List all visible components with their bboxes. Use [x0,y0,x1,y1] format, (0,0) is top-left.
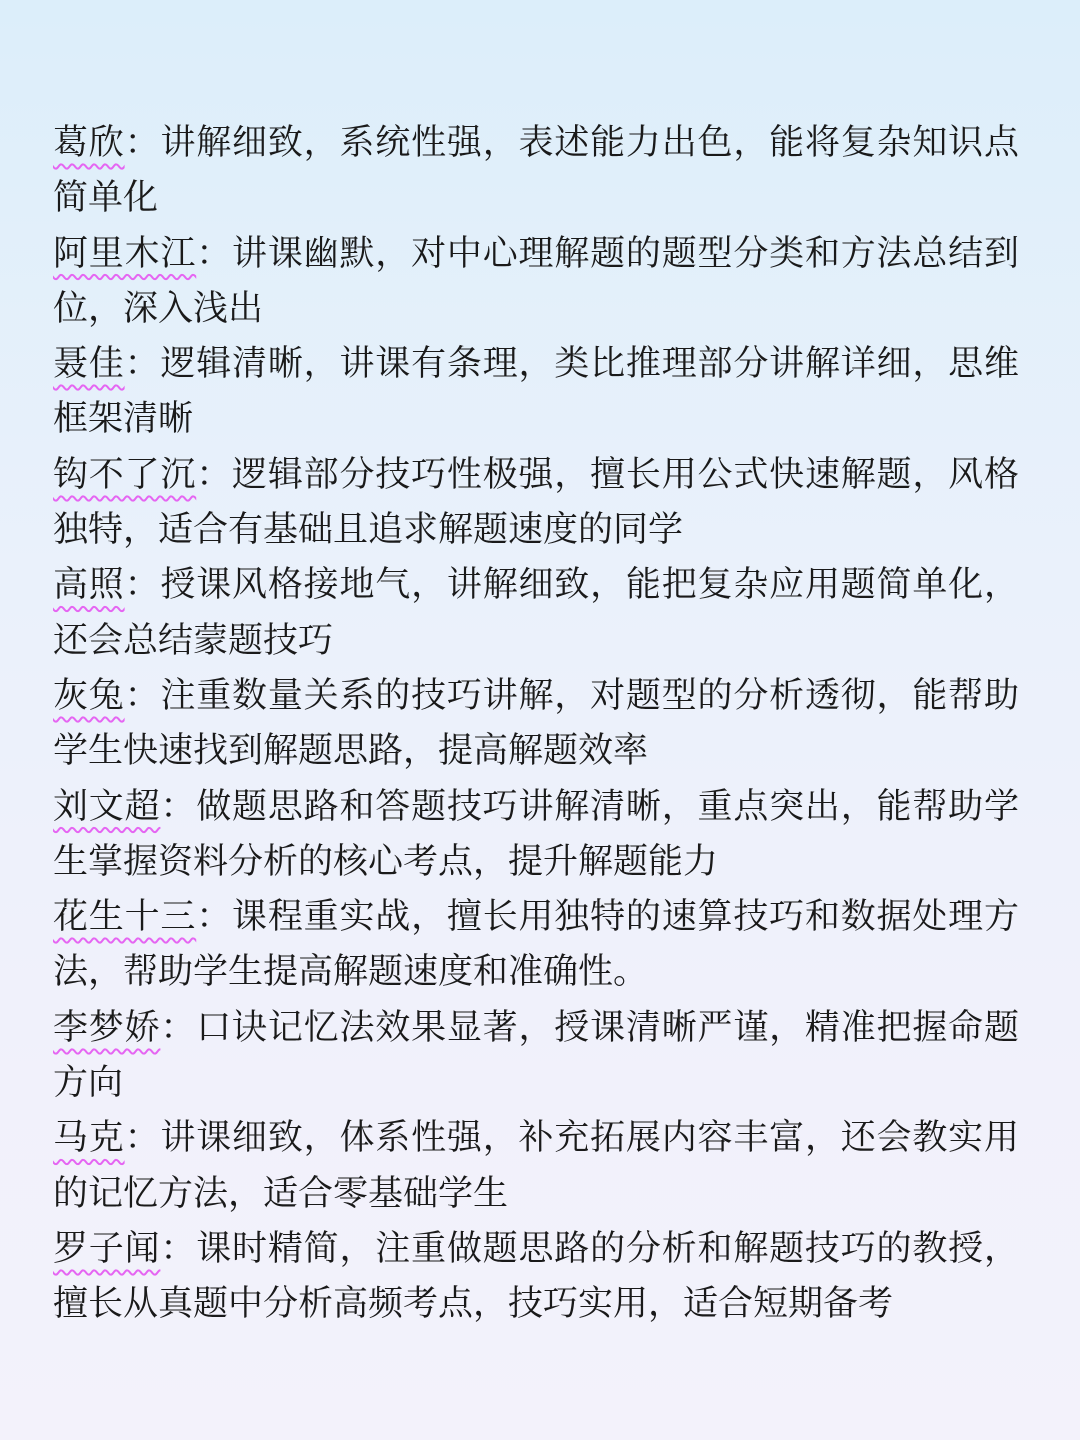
teacher-description: 逻辑部分技巧性极强，擅长用公式快速解题，风格独特，适合有基础且追求解题速度的同学 [53,454,1019,551]
name-separator: ： [160,1228,197,1269]
teacher-entry [53,558,1019,669]
name-separator: ： [196,897,233,938]
teacher-description: 讲课细致，体系性强，补充拓展内容丰富，还会教实用的记忆方法，适合零基础学生 [53,1118,1019,1214]
teacher-name: 花生十三 [53,897,197,938]
teacher-entry [53,1111,1019,1222]
teacher-description: 授课风格接地气，讲解细致，能把复杂应用题简单化，还会总结蒙题技巧 [53,565,1019,661]
name-separator: ： [196,233,233,274]
name-separator: ： [124,565,161,606]
teacher-entry [53,890,1019,1001]
teacher-entry [53,227,1019,338]
teacher-entry [53,1222,1019,1333]
name-separator: ： [160,1007,197,1048]
teacher-description: 注重数量关系的技巧讲解，对题型的分析透彻，能帮助学生快速找到解题思路，提高解题效率 [53,675,1019,772]
teacher-entry [53,337,1019,448]
teacher-entry [53,669,1019,780]
teacher-name: 钩不了沉 [53,454,197,495]
name-separator: ： [124,344,161,385]
teacher-name: 李梦娇 [53,1007,161,1048]
teacher-name: 罗子闻 [53,1228,161,1269]
teacher-entry [53,1001,1019,1112]
name-separator: ： [196,454,233,495]
name-separator: ： [160,786,197,827]
teacher-description: 课时精简，注重做题思路的分析和解题技巧的教授，擅长从真题中分析高频考点，技巧实用，适合短期备考 [53,1228,1019,1325]
name-separator: ： [124,1118,161,1159]
teacher-description: 课程重实战，擅长用独特的速算技巧和数据处理方法，帮助学生提高解题速度和准确性。 [53,897,1019,993]
name-separator: ： [124,675,161,716]
teacher-description: 口诀记忆法效果显著，授课清晰严谨，精准把握命题方向 [53,1007,1019,1104]
teacher-name: 聂佳 [53,344,125,385]
teacher-name: 葛欣 [53,123,125,163]
teacher-description: 讲解细致，系统性强，表述能力出色，能将复杂知识点简单化 [53,123,1019,219]
teacher-description: 做题思路和答题技巧讲解清晰，重点突出，能帮助学生掌握资料分析的核心考点，提升解题能力 [53,786,1019,882]
teacher-review-list [53,116,1019,1333]
teacher-description: 讲课幽默，对中心理解题的题型分类和方法总结到位，深入浅出 [53,233,1019,329]
name-separator: ： [124,123,161,163]
teacher-entry [53,448,1019,559]
teacher-entry [53,116,1019,227]
teacher-name: 高照 [53,565,125,606]
teacher-name: 灰兔 [53,675,125,716]
teacher-name: 阿里木江 [53,233,197,274]
teacher-entry [53,780,1019,891]
teacher-description: 逻辑清晰，讲课有条理，类比推理部分讲解详细，思维框架清晰 [53,344,1019,440]
teacher-name: 马克 [53,1118,125,1159]
teacher-name: 刘文超 [53,786,161,827]
